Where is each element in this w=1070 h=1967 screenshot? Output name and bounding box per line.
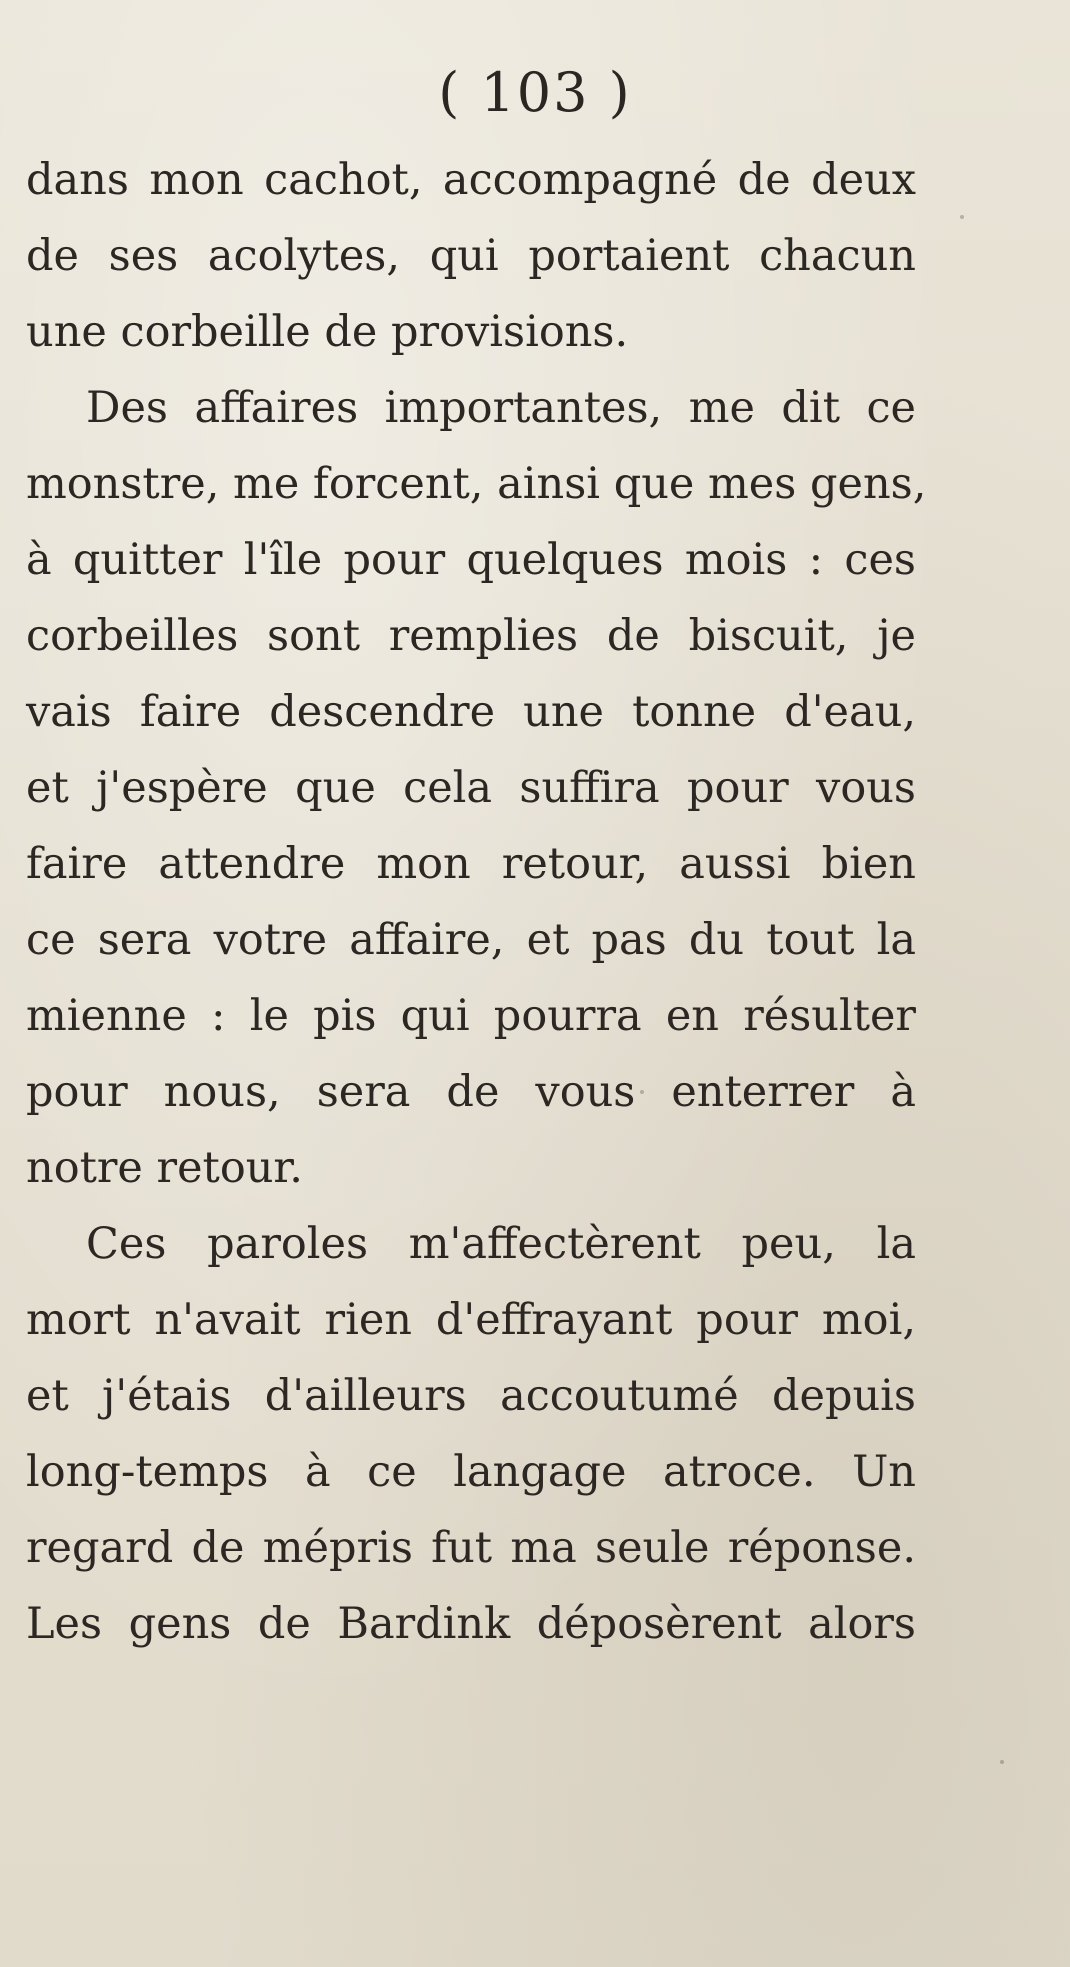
paper-speck <box>1000 1760 1004 1764</box>
text-line: ce sera votre affaire, et pas du tout la <box>26 915 916 965</box>
text-line: notre retour. <box>26 1143 303 1193</box>
text-line: mienne : le pis qui pourra en résulter <box>26 991 916 1041</box>
text-line: Des affaires importantes, me dit ce <box>86 383 916 433</box>
paper-speck <box>640 1090 644 1094</box>
text-line: une corbeille de provisions. <box>26 307 629 357</box>
text-line: monstre, me forcent, ainsi que mes gens, <box>26 459 927 509</box>
text-line: dans mon cachot, accompagné de deux <box>26 155 916 205</box>
paragraph-3 <box>26 1206 916 1662</box>
text-line: pour nous, sera de vous enterrer à <box>26 1067 916 1117</box>
text-line: faire attendre mon retour, aussi bien <box>26 839 916 889</box>
paragraph-1 <box>26 142 916 370</box>
text-line: long-temps à ce langage atroce. Un <box>26 1447 916 1497</box>
body-text <box>26 142 927 1662</box>
text-line: à quitter l'île pour quelques mois : ces <box>26 535 916 585</box>
text-line: et j'espère que cela suffira pour vous <box>26 763 916 813</box>
text-line: vais faire descendre une tonne d'eau, <box>26 687 916 737</box>
text-line: Les gens de Bardink déposèrent alors <box>26 1599 916 1649</box>
text-line: corbeilles sont remplies de biscuit, je <box>26 611 916 661</box>
text-line: Ces paroles m'affectèrent peu, la <box>86 1219 916 1269</box>
text-line: et j'étais d'ailleurs accoutumé depuis <box>26 1371 916 1421</box>
paragraph-2 <box>26 370 927 1206</box>
text-line: mort n'avait rien d'effrayant pour moi, <box>26 1295 916 1345</box>
text-line: de ses acolytes, qui portaient chacun <box>26 231 916 281</box>
text-line: regard de mépris fut ma seule réponse. <box>26 1523 916 1573</box>
page-number: ( 103 ) <box>438 61 632 124</box>
paper-speck <box>960 215 964 219</box>
